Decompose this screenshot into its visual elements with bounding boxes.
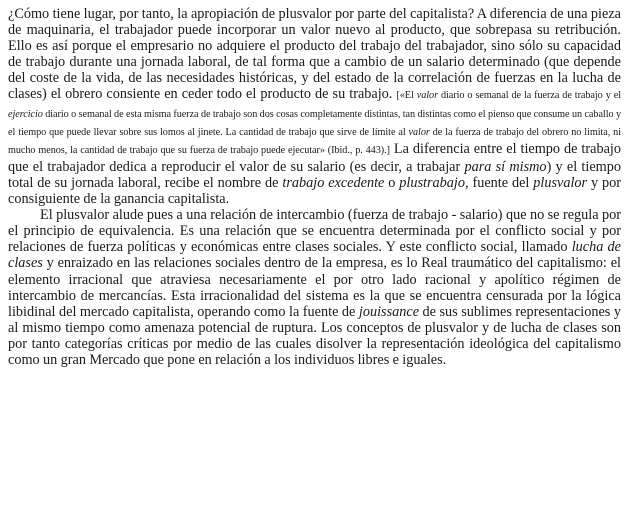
quote-text-run: [«El — [396, 90, 417, 102]
text-run: ) y el tiempo total de su jornada laboral, recibe el nombre de — [8, 158, 621, 191]
text-run: , fuente del — [465, 174, 534, 191]
text-run: ¿Cómo tiene lugar, por tanto, la apropiación de plusvalor por parte del capitalista? A diferencia de una pieza de maquinaria, el trabajador puede incorporar un valor nuevo al producto, que sobrepasa su retribución. Ello es así porque el empresario no adquiere el producto del trabajo del trabajador, sino sólo su capacidad de trabajo durante una jornada laboral, de tal forma que a cambio de un salario determinado (que depende del coste de la vida, de las necesidades históricas, y del estado de la correlación de fuerzas en la lucha de clases) el obrero consiente en ceder todo el producto de su trabajo. — [8, 6, 621, 103]
italic-term-plusvalor: plusvalor — [533, 174, 588, 191]
paragraph-surplus-value-appropriation — [8, 6, 621, 207]
quote-text-run: diario o semanal de esta misma fuerza de trabajo son dos cosas completamente distintas, tan distintas como el pienso que consume un caballo y el tiempo que puede llevar sobre sus lomos al jinete. La cantidad de trabajo que sirve de límite al — [8, 108, 621, 138]
paragraph-class-struggle — [8, 207, 621, 368]
italic-term-valor: valor — [416, 90, 438, 102]
italic-term-lucha-de-clases: lucha de clases — [8, 239, 621, 272]
text-run: y enraizado en las relaciones sociales dentro de la empresa, es lo Real traumático del capitalismo: el elemento irracional que atraviesa necesariamente el por otro lado racional y apolítico régimen de intercambio de mercancías. Esta irracionalidad del sistema es la que se encuentra censurada por la lógica libidinal del mercado capitalista, operando como la fuente de — [8, 255, 621, 320]
text-run: La diferencia entre el tiempo de trabajo que el trabajador dedica a reproducir el valor de su salario (es decir, a trabajar — [8, 140, 621, 175]
italic-term-valor: valor — [408, 126, 430, 138]
text-run: y por consiguiente de la ganancia capitalista. — [8, 174, 621, 208]
text-run: El plusvalor alude pues a una relación de intercambio (fuerza de trabajo - salario) que no se regula por el principio de equivalencia. Es una relación que se encuentra determinada por el conflicto social y por relaciones de fuerza políticas y económicas entre clases sociales. Y este conflicto social, llamado — [8, 207, 621, 256]
italic-term-para-si-mismo: para sí mismo — [464, 158, 547, 175]
text-run: o — [384, 174, 400, 191]
italic-term-ejercicio: ejercicio — [8, 108, 43, 120]
text-run: de sus sublimes representaciones y al mismo tiempo como amenaza potencial de ruptura. Los conceptos de plusvalor y de lucha de clases son por tanto categorías críticas por medio de las cuales disolver la representación ideológica del capitalismo como un gran Mercado que pone en relación a los individuos libres e iguales. — [8, 303, 621, 368]
italic-term-trabajo-excedente: trabajo excedente — [282, 174, 385, 191]
italic-term-jouissance: jouissance — [358, 303, 420, 320]
italic-term-plustrabajo: plustrabajo — [399, 174, 465, 191]
quote-text-run: de la fuerza de trabajo del obrero no limita, ni mucho menos, la cantidad de trabajo que su fuerza de trabajo puede ejecutar» (Ibid., p. 443).] — [8, 126, 621, 156]
quote-text-run: diario o semanal de la fuerza de trabajo y el — [438, 90, 621, 102]
